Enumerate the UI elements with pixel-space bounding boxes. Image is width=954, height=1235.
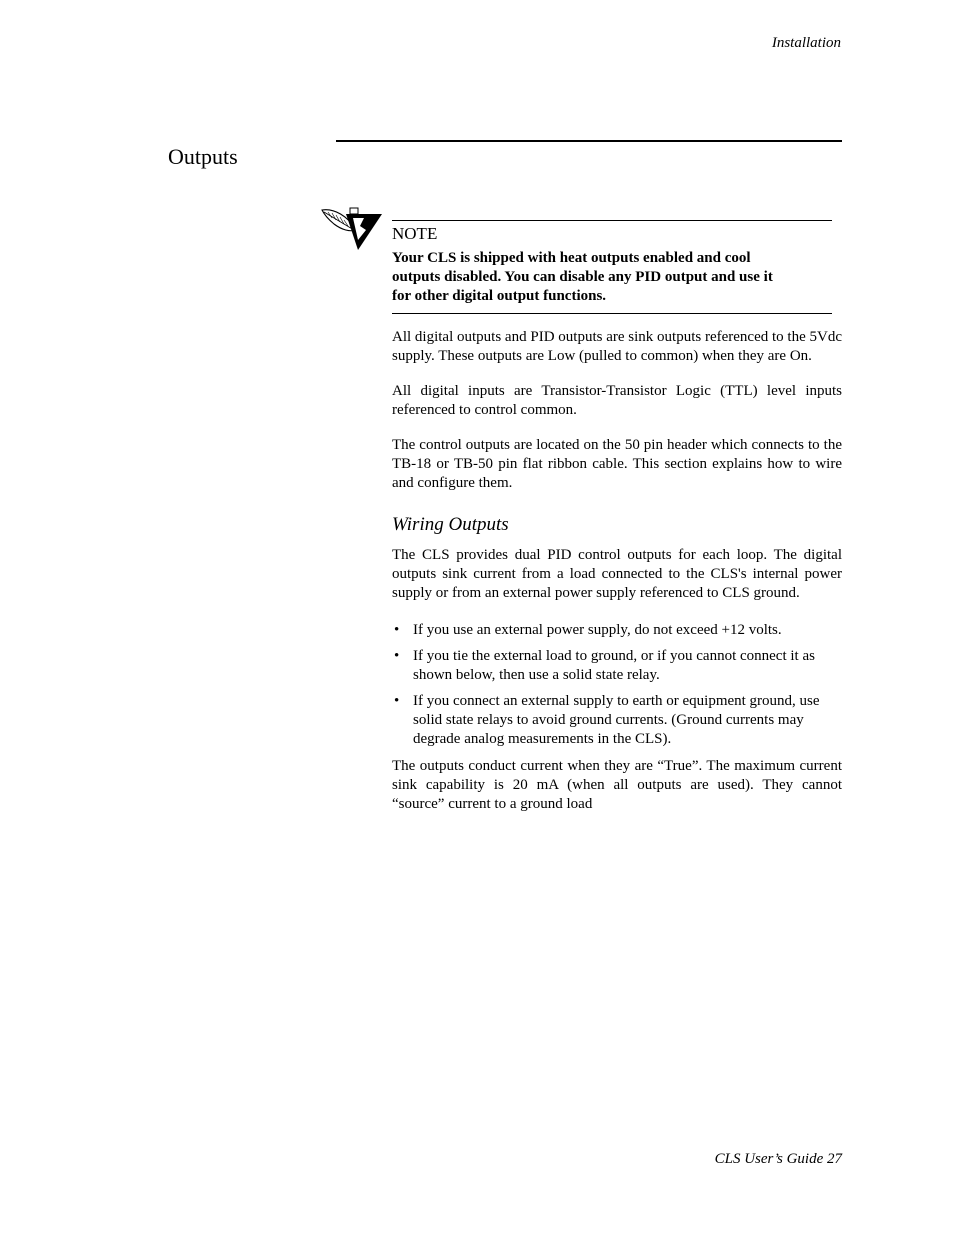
list-item <box>392 647 842 685</box>
bullet-text: If you connect an external supply to earth or equipment ground, use solid state relays to avoid ground currents. (Ground currents may degrade analog measurements in the CLS). <box>413 693 820 747</box>
page-footer: CLS User’s Guide 27 <box>714 1151 842 1167</box>
bullet-icon: • <box>394 648 400 664</box>
running-header: Installation <box>771 35 841 51</box>
paragraph-closing: The outputs conduct current when they are “True”. The maximum current sink capability is 20 mA (when all outputs are used). They cannot “source” current to a ground load <box>392 758 842 812</box>
note-box <box>392 220 832 314</box>
bullet-text: If you tie the external load to ground, or if you cannot connect it as shown below, then use a solid state relay. <box>413 648 815 683</box>
paragraph-wiring: The CLS provides dual PID control outputs for each loop. The digital outputs sink current from a load connected to the CLS's internal power supply or from an external power supply referenced to CLS ground. <box>392 547 842 601</box>
note-title: NOTE <box>392 224 438 243</box>
note-pen-icon <box>320 206 384 252</box>
section-rule <box>336 140 842 142</box>
paragraph-control-outputs: The control outputs are located on the 50 pin header which connects to the TB-18 or TB-50 pin flat ribbon cable. This section explains how to wire and configure them. <box>392 437 842 491</box>
paragraph-digital-outputs: All digital outputs and PID outputs are sink outputs referenced to the 5Vdc supply. These outputs are Low (pulled to common) when they are On. <box>392 329 842 364</box>
subheading-wiring-outputs: Wiring Outputs <box>392 514 509 535</box>
bullet-icon: • <box>394 693 400 709</box>
body-column <box>392 328 842 830</box>
note-text: Your CLS is shipped with heat outputs enabled and cool outputs disabled. You can disable any PID output and use it for other digital output functions. <box>392 250 773 304</box>
bullet-text: If you use an external power supply, do not exceed +12 volts. <box>413 622 782 638</box>
list-item <box>392 621 842 640</box>
section-title: Outputs <box>168 144 238 169</box>
bullet-icon: • <box>394 622 400 638</box>
bullet-list <box>392 621 842 749</box>
paragraph-digital-inputs: All digital inputs are Transistor-Transistor Logic (TTL) level inputs referenced to control common. <box>392 383 842 418</box>
list-item <box>392 692 842 749</box>
